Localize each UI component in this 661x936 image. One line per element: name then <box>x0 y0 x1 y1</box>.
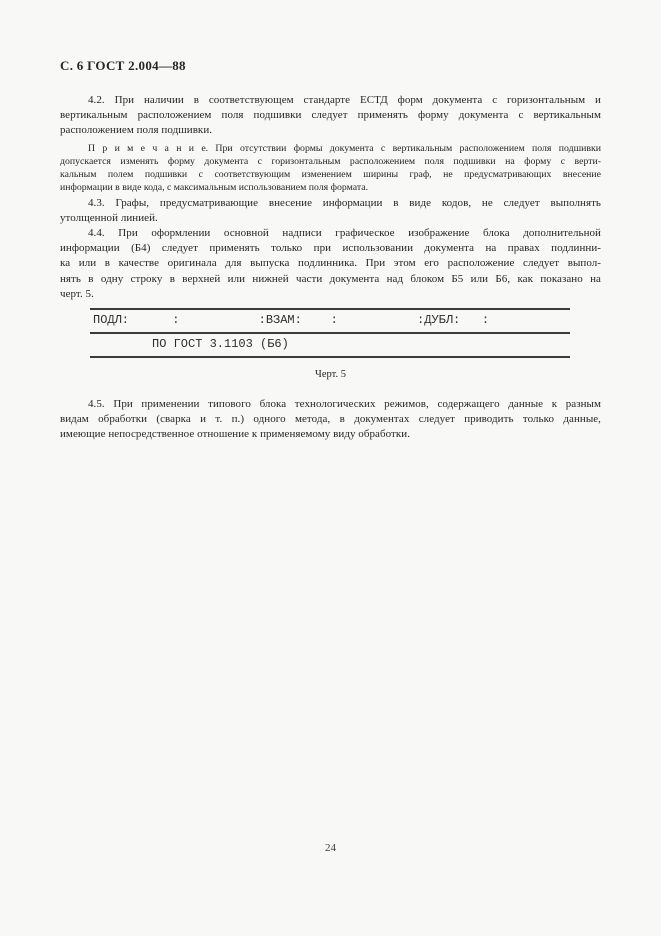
paragraphs-before-figure <box>60 93 601 302</box>
para-note <box>60 142 601 194</box>
para-4-2 <box>60 93 601 139</box>
text-line: допускается изменять форму документа с горизонтальным расположением поля подшивки на форму с верти- <box>60 155 601 167</box>
text-line: видам обработки (сварка и т. п.) одного метода, в документах следует приводить только данные, <box>60 413 601 426</box>
text-line: информации в виде кода, с максимальным использованием поля формата. <box>60 181 369 193</box>
text-line: 4.3. Графы, предусматривающие внесение информации в виде кодов, не следует выполнять <box>88 196 601 209</box>
text-line: нять в одну строку в верхней или нижней части документа над блоком Б5 или Б6, как показано на <box>60 272 601 285</box>
para-4-3 <box>60 196 601 226</box>
text-line: 4.2. При наличии в соответствующем стандарте ЕСТД форм документа с горизонтальным и <box>88 94 601 106</box>
para-4-4 <box>60 226 601 302</box>
text-line: утолщенной линией. <box>60 211 158 224</box>
text-line: вертикальным расположением поля подшивки следует применять форму документа с вертикальным <box>60 109 601 122</box>
paragraphs-after-figure <box>60 397 601 443</box>
page-header: С. 6 ГОСТ 2.004—88 <box>60 58 186 73</box>
page-number: 24 <box>325 842 336 854</box>
figure-caption: Черт. 5 <box>315 369 346 381</box>
figure-table <box>90 308 570 358</box>
text-line: расположением поля подшивки. <box>60 124 213 137</box>
text-line: 4.4. При оформлении основной надписи графическое изображение блока дополнительной <box>88 227 601 240</box>
text-line: черт. 5. <box>60 287 94 300</box>
figure-row-labels: ПОДЛ: : :ВЗАМ: : :ДУБЛ: : <box>90 310 570 334</box>
figure-row-gost: ПО ГОСТ 3.1103 (Б6) <box>152 337 289 352</box>
text-line: информации (Б4) следует применять только при использовании документа на правах подлинни- <box>60 242 601 255</box>
text-line: ка или в качестве оригинала для выпуска подлинника. При этом его расположение следует выпол- <box>60 257 601 270</box>
text-line: имеющие непосредственное отношение к применяемому виду обработки. <box>60 428 411 441</box>
text-line: 4.5. При применении типового блока технологических режимов, содержащего данные к разным <box>88 398 601 411</box>
para-4-5 <box>60 397 601 443</box>
text-line: кальным полем подшивки с соответствующим изменением ширины граф, не предусматривающих внесение <box>60 168 601 180</box>
text-line: П р и м е ч а н и е. При отсутствии формы документа с вертикальным расположением поля подшивки <box>88 142 601 154</box>
